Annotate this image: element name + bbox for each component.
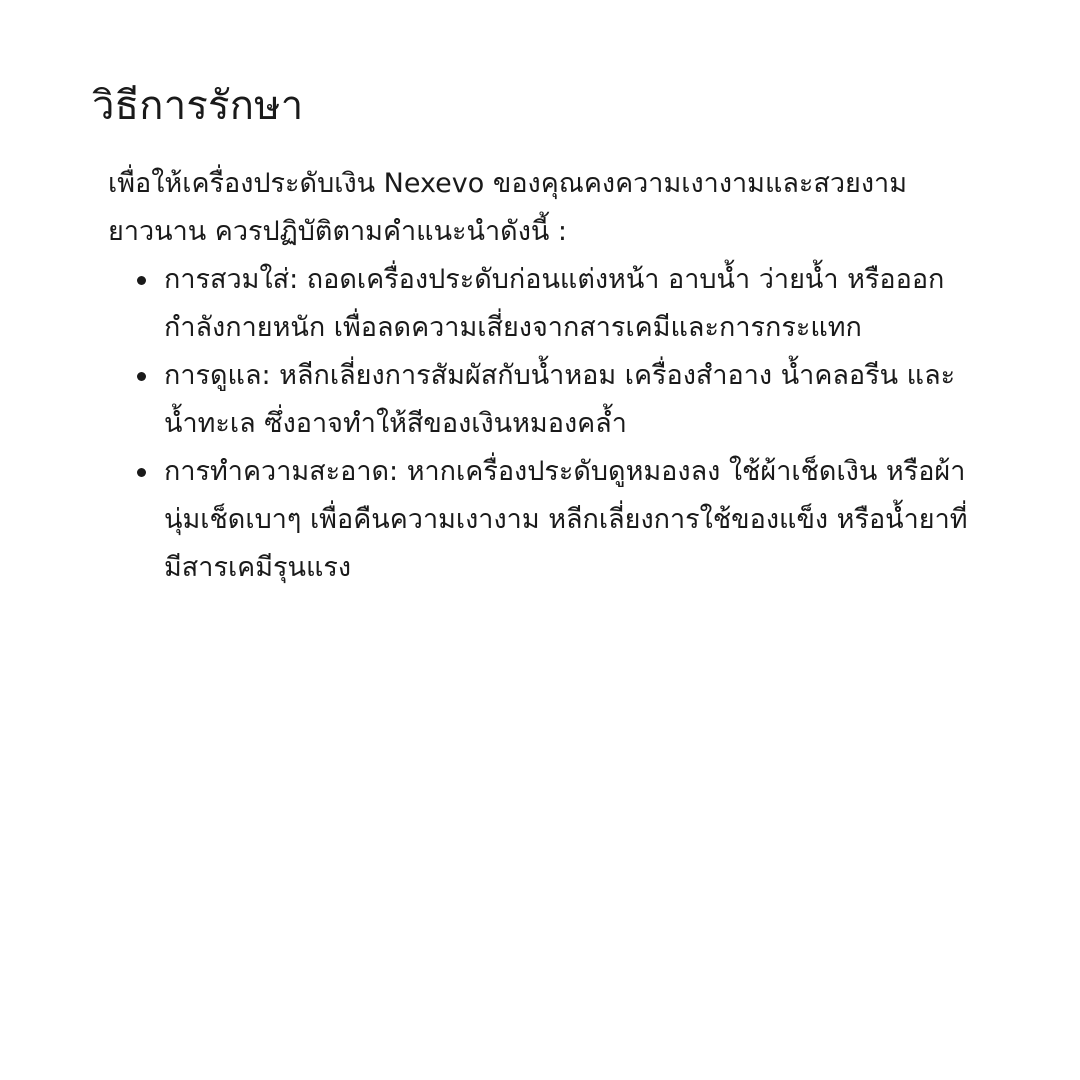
care-list	[108, 256, 980, 592]
bullet-icon	[137, 468, 146, 477]
list-item	[164, 256, 980, 352]
list-item	[164, 448, 980, 592]
care-content	[92, 160, 980, 592]
bullet-icon	[137, 372, 146, 381]
bullet-icon	[137, 276, 146, 285]
list-item	[164, 352, 980, 448]
list-item-text: การทำความสะอาด: หากเครื่องประดับดูหมองลง ใช้ผ้าเช็ดเงิน หรือผ้านุ่มเช็ดเบาๆ เพื่อคืนความเงางาม หลีกเลี่ยงการใช้ของแข็ง หรือน้ำยาที่มีสารเคมีรุนแรง	[164, 456, 968, 583]
intro-paragraph: เพื่อให้เครื่องประดับเงิน Nexevo ของคุณคงความเงางามและสวยงามยาวนาน ควรปฏิบัติตามคำแนะนำดังนี้ :	[108, 168, 908, 247]
page-title: วิธีการรักษา	[92, 83, 304, 129]
list-item-text: การดูแล: หลีกเลี่ยงการสัมผัสกับน้ำหอม เครื่องสำอาง น้ำคลอรีน และน้ำทะเล ซึ่งอาจทำให้สีของเงินหมองคล้ำ	[164, 360, 956, 439]
list-item-text: การสวมใส่: ถอดเครื่องประดับก่อนแต่งหน้า อาบน้ำ ว่ายน้ำ หรือออกกำลังกายหนัก เพื่อลดความเสี่ยงจากสารเคมีและการกระแทก	[164, 264, 945, 343]
